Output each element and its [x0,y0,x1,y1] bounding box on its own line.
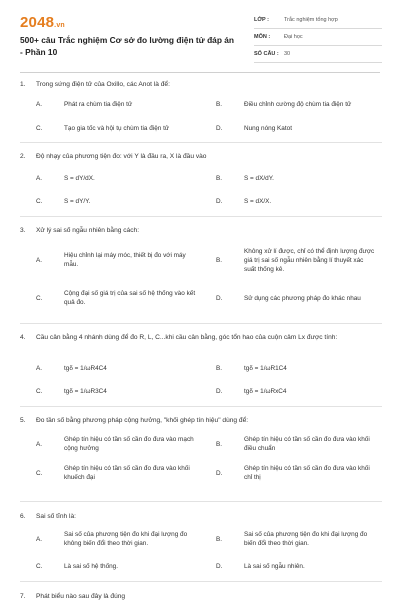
question-text: Xử lý sai số ngẫu nhiên bằng cách: [36,227,140,234]
question-4-text [20,333,398,342]
meta-count-value: 30 [284,51,291,57]
question-text: Phát biểu nào sau đây là đúng [36,593,126,600]
meta-subject-row [254,31,382,46]
question-text: Trong sứng điện tử của Oxillo, các Anot là để: [36,81,170,88]
question-7-text [20,592,398,600]
option-b[interactable] [200,528,376,550]
option-b[interactable] [200,99,376,110]
question-text: Sai số tĩnh là: [36,513,76,520]
meta-count-label: SỐ CÂU : [254,51,279,57]
meta-class-row [254,14,382,29]
question-7 [0,592,400,600]
question-text: Cầu cân bằng 4 nhánh dùng để đo R, L, C...khi cầu cân bằng, góc tổn hao của cuộn cảm Lx được tính: [36,334,338,341]
option-letter: C. [36,469,43,477]
option-text: Nung nóng Katot [244,125,292,132]
option-text: Sai số của phương tiện đo khi đại lượng đo không biến đổi theo thời gian. [64,531,188,547]
option-letter: C. [36,563,43,570]
option-a[interactable] [20,173,196,184]
question-number: 7. [20,593,26,600]
question-number: 1. [20,81,26,88]
option-text: Ghép tín hiệu có tần số cần đo đưa vào khối khuếch đại [64,465,190,481]
question-list [0,76,400,600]
option-letter: D. [216,563,223,570]
question-number: 6. [20,513,26,520]
question-2 [0,152,400,224]
option-d[interactable] [200,123,376,134]
option-text: S = dY/Y. [64,198,91,205]
option-text: Sử dụng các phương pháp đo khác nhau [244,294,361,302]
question-2-text [20,152,396,161]
question-5 [0,413,400,512]
option-text: Cộng đại số giá trị của sai số hệ thống vào kết quả đo. [64,290,196,306]
option-a[interactable] [20,99,196,110]
option-c[interactable] [20,561,196,572]
option-letter: D. [216,294,223,302]
question-divider [20,501,382,502]
option-c[interactable] [20,123,196,134]
option-text: tgδ = 1/ωRxC4 [244,388,287,395]
option-letter: A. [36,256,43,264]
question-divider [20,406,382,407]
question-6-text [20,512,398,521]
site-logo[interactable] [20,14,65,31]
option-b[interactable] [200,363,376,374]
option-text: S = dY/dX. [64,175,95,182]
option-letter: A. [36,365,43,372]
question-divider [20,323,382,324]
option-d[interactable] [200,287,376,309]
option-c[interactable] [20,462,196,484]
option-d[interactable] [200,462,376,484]
question-1-text [20,80,396,89]
question-number: 5. [20,417,26,424]
question-divider [20,216,382,217]
option-text: tgδ = 1/ωR4C4 [64,365,107,372]
option-letter: C. [36,125,43,132]
option-text: Ghép tín hiệu có tần số cần đo đưa vào khối điều chuẩn [244,436,370,452]
option-letter: B. [216,365,223,372]
option-d[interactable] [200,196,376,207]
document-header [0,0,400,70]
document-meta [254,14,382,65]
option-letter: B. [216,440,223,448]
option-text: Phát ra chùm tia điện tử [64,101,133,108]
option-c[interactable] [20,386,196,397]
meta-class-label: LỚP : [254,17,269,23]
option-text: Sai số của phương tiện đo khi đại lượng đo biến đổi theo thời gian. [244,531,368,547]
option-letter: A. [36,175,43,182]
option-letter: C. [36,198,43,205]
option-a[interactable] [20,242,196,278]
question-number: 3. [20,227,26,234]
option-b[interactable] [200,173,376,184]
question-text: Đo tần số bằng phương pháp cộng hưởng, "khối ghép tín hiệu" dùng để: [36,417,249,424]
question-6 [0,512,400,592]
option-d[interactable] [200,386,376,397]
option-b[interactable] [200,242,376,278]
document-title: 500+ câu Trắc nghiệm Cơ sở đo lường điện tử đáp án - Phần 10 [20,35,235,57]
question-number: 2. [20,153,26,160]
option-a[interactable] [20,433,196,455]
option-text: Không xử lí được, chỉ có thể định lượng được giá trị sai số ngẫu nhiên bằng lí thuyết xác suất thống kê. [244,247,375,273]
question-number: 4. [20,334,26,341]
meta-count-row [254,48,382,63]
option-letter: D. [216,125,223,132]
option-text: S = dX/dY. [244,175,274,182]
question-3-text [20,226,396,235]
question-4 [0,333,400,413]
question-divider [20,581,382,582]
question-text: Độ nhạy của phương tiện đo: với Y là đầu ra, X là đầu vào [36,153,207,160]
question-5-text [20,416,398,425]
option-letter: D. [216,469,223,477]
question-3 [0,224,400,333]
option-text: tgδ = 1/ωR1C4 [244,365,287,372]
option-letter: B. [216,175,223,182]
option-c[interactable] [20,287,196,309]
option-text: Ghép tín hiệu có tần số cần đo đưa vào mạch cộng hưởng [64,436,194,452]
option-d[interactable] [200,561,376,572]
option-letter: D. [216,388,223,395]
option-letter: C. [36,294,43,302]
option-letter: B. [216,101,223,108]
header-divider [20,72,380,73]
meta-subject-label: MÔN : [254,34,271,40]
option-letter: A. [36,535,43,543]
option-b[interactable] [200,433,376,455]
logo-tld: .vn [54,22,65,29]
option-text: Là sai số hệ thống. [64,563,119,570]
option-letter: C. [36,388,43,395]
option-text: Điều chỉnh cường độ chùm tia điện tử [244,101,352,108]
option-text: Ghép tín hiệu có tần số cần đo đưa vào khối chỉ thị [244,465,370,481]
option-c[interactable] [20,196,196,207]
option-letter: B. [216,256,223,264]
meta-class-value: Trắc nghiệm tổng hợp [284,17,338,23]
option-a[interactable] [20,528,196,550]
option-a[interactable] [20,363,196,374]
option-letter: B. [216,535,223,543]
option-text: Tạo gia tốc và hội tụ chùm tia điện tử [64,125,170,132]
option-letter: D. [216,198,223,205]
option-letter: A. [36,440,43,448]
option-text: Là sai số ngẫu nhiên. [244,563,305,570]
logo-text: 2048 [20,14,55,31]
meta-subject-value: Đại học [284,34,303,40]
question-1 [0,76,400,152]
question-divider [20,142,382,143]
option-text: S = dX/X. [244,198,272,205]
option-text: tgδ = 1/ωR3C4 [64,388,107,395]
option-text: Hiệu chỉnh lại máy móc, thiết bị đo với máy mẫu. [64,252,186,268]
option-letter: A. [36,101,43,108]
